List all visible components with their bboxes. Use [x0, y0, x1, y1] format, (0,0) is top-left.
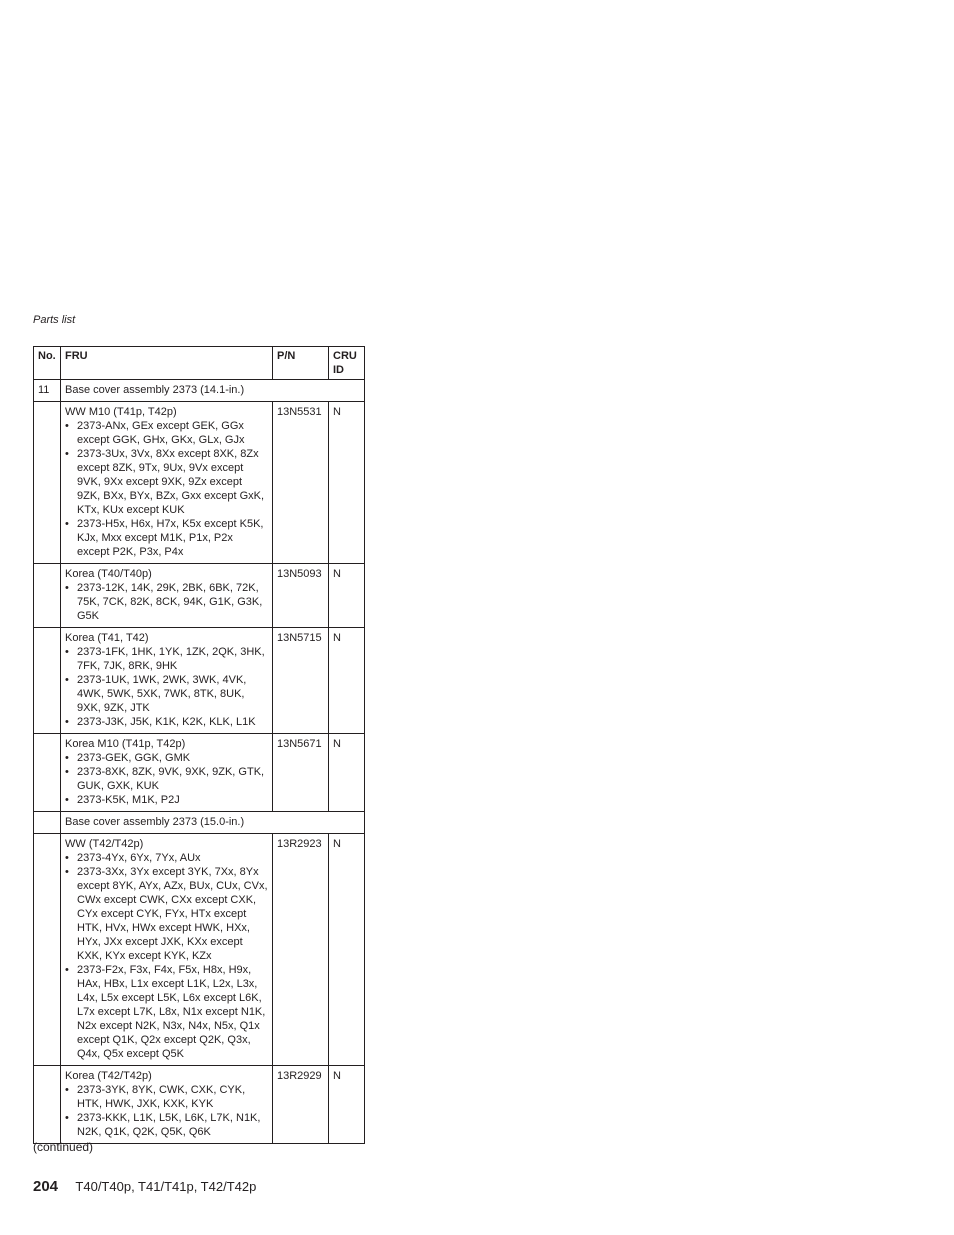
- table-header-row: [34, 347, 365, 380]
- part-number: 13N5715: [273, 628, 329, 734]
- row-number: [34, 734, 61, 812]
- page-footer: [33, 1178, 256, 1195]
- cru-id: N: [329, 564, 365, 628]
- list-item: • 2373-3Xx, 3Yx except 3YK, 7Xx, 8Yx except 8YK, AYx, AZx, BUx, CUx, CVx, CWx except CWK, CXx except CXK, CYx except CYK, FYx, HTx except HTK, HVx, HWx except HWK, HXx, HYx, JXx except JXK, KXx except KXK, KYx except KYK, KZx: [65, 865, 268, 963]
- row-number: [34, 628, 61, 734]
- table-row: [34, 628, 365, 734]
- list-item: • 2373-3YK, 8YK, CWK, CXK, CYK, HTK, HWK, JXK, KXK, KYK: [65, 1083, 268, 1111]
- model-bullet-list: [65, 419, 268, 559]
- table-row: [34, 734, 365, 812]
- fru-title: Korea (T41, T42): [65, 632, 149, 644]
- cru-id: N: [329, 1066, 365, 1144]
- row-number: [34, 402, 61, 564]
- list-item: • 2373-KKK, L1K, L5K, L6K, L7K, N1K, N2K, Q1K, Q2K, Q5K, Q6K: [65, 1111, 268, 1139]
- list-item: • 2373-GEK, GGK, GMK: [65, 751, 268, 765]
- fru-title: Korea (T40/T40p): [65, 568, 152, 580]
- list-item: • 2373-12K, 14K, 29K, 2BK, 6BK, 72K, 75K, 7CK, 82K, 8CK, 94K, G1K, G3K, G5K: [65, 581, 268, 623]
- fru-title: Korea M10 (T41p, T42p): [65, 738, 186, 750]
- fru-cell: [61, 402, 273, 564]
- table-body: [34, 380, 365, 1144]
- fru-cell: [61, 564, 273, 628]
- model-bullet-list: [65, 751, 268, 807]
- table-group-row: [34, 380, 365, 402]
- fru-cell: [61, 734, 273, 812]
- group-title: Base cover assembly 2373 (14.1-in.): [61, 380, 365, 402]
- table-row: [34, 1066, 365, 1144]
- table-row: [34, 402, 365, 564]
- part-number: 13R2929: [273, 1066, 329, 1144]
- column-header-fru: FRU: [61, 347, 273, 380]
- list-item: • 2373-8XK, 8ZK, 9VK, 9XK, 9ZK, GTK, GUK, GXK, KUK: [65, 765, 268, 793]
- list-item: • 2373-4Yx, 6Yx, 7Yx, AUx: [65, 851, 268, 865]
- table-row: [34, 564, 365, 628]
- column-header-cru: CRU ID: [329, 347, 365, 380]
- table-group-row: [34, 812, 365, 834]
- cru-id: N: [329, 734, 365, 812]
- row-number: [34, 812, 61, 834]
- model-bullet-list: [65, 851, 268, 1061]
- page-number: 204: [33, 1178, 59, 1195]
- cru-id: N: [329, 628, 365, 734]
- row-number: [34, 564, 61, 628]
- row-number: 11: [34, 380, 61, 402]
- part-number: 13N5671: [273, 734, 329, 812]
- row-number: [34, 834, 61, 1066]
- part-number: 13N5093: [273, 564, 329, 628]
- model-bullet-list: [65, 645, 268, 729]
- parts-table: [33, 346, 365, 1144]
- model-bullet-list: [65, 1083, 268, 1139]
- list-item: • 2373-3Ux, 3Vx, 8Xx except 8XK, 8Zx except 8ZK, 9Tx, 9Ux, 9Vx except 9VK, 9Xx except 9XK, 9Zx except 9ZK, BXx, BYx, BZx, Gxx except GxK, KTx, KUx except KUK: [65, 447, 268, 517]
- model-bullet-list: [65, 581, 268, 623]
- column-header-no: No.: [34, 347, 61, 380]
- continued-note: (continued): [33, 1140, 94, 1154]
- section-label: Parts list: [33, 314, 76, 326]
- row-number: [34, 1066, 61, 1144]
- part-number: 13R2923: [273, 834, 329, 1066]
- fru-cell: [61, 628, 273, 734]
- fru-title: Korea (T42/T42p): [65, 1070, 152, 1082]
- cru-id: N: [329, 402, 365, 564]
- part-number: 13N5531: [273, 402, 329, 564]
- fru-cell: [61, 1066, 273, 1144]
- list-item: • 2373-K5K, M1K, P2J: [65, 793, 268, 807]
- list-item: • 2373-1FK, 1HK, 1YK, 1ZK, 2QK, 3HK, 7FK, 7JK, 8RK, 9HK: [65, 645, 268, 673]
- group-title: Base cover assembly 2373 (15.0-in.): [61, 812, 365, 834]
- list-item: • 2373-ANx, GEx except GEK, GGx except GGK, GHx, GKx, GLx, GJx: [65, 419, 268, 447]
- list-item: • 2373-J3K, J5K, K1K, K2K, KLK, L1K: [65, 715, 268, 729]
- cru-id: N: [329, 834, 365, 1066]
- fru-title: WW M10 (T41p, T42p): [65, 406, 177, 418]
- column-header-pn: P/N: [273, 347, 329, 380]
- list-item: • 2373-F2x, F3x, F4x, F5x, H8x, H9x, HAx, HBx, L1x except L1K, L2x, L3x, L4x, L5x except L5K, L6x except L6K, L7x except L7K, L8x, N1x except N1K, N2x except N2K, N3x, N4x, N5x, Q1x except Q1K, Q2x except Q2K, Q3x, Q4x, Q5x except Q5K: [65, 963, 268, 1061]
- list-item: • 2373-H5x, H6x, H7x, K5x except K5K, KJx, Mxx except M1K, P1x, P2x except P2K, P3x, P4x: [65, 517, 268, 559]
- fru-title: WW (T42/T42p): [65, 838, 144, 850]
- model-list: T40/T40p, T41/T41p, T42/T42p: [75, 1179, 257, 1194]
- table-row: [34, 834, 365, 1066]
- list-item: • 2373-1UK, 1WK, 2WK, 3WK, 4VK, 4WK, 5WK, 5XK, 7WK, 8TK, 8UK, 9XK, 9ZK, JTK: [65, 673, 268, 715]
- fru-cell: [61, 834, 273, 1066]
